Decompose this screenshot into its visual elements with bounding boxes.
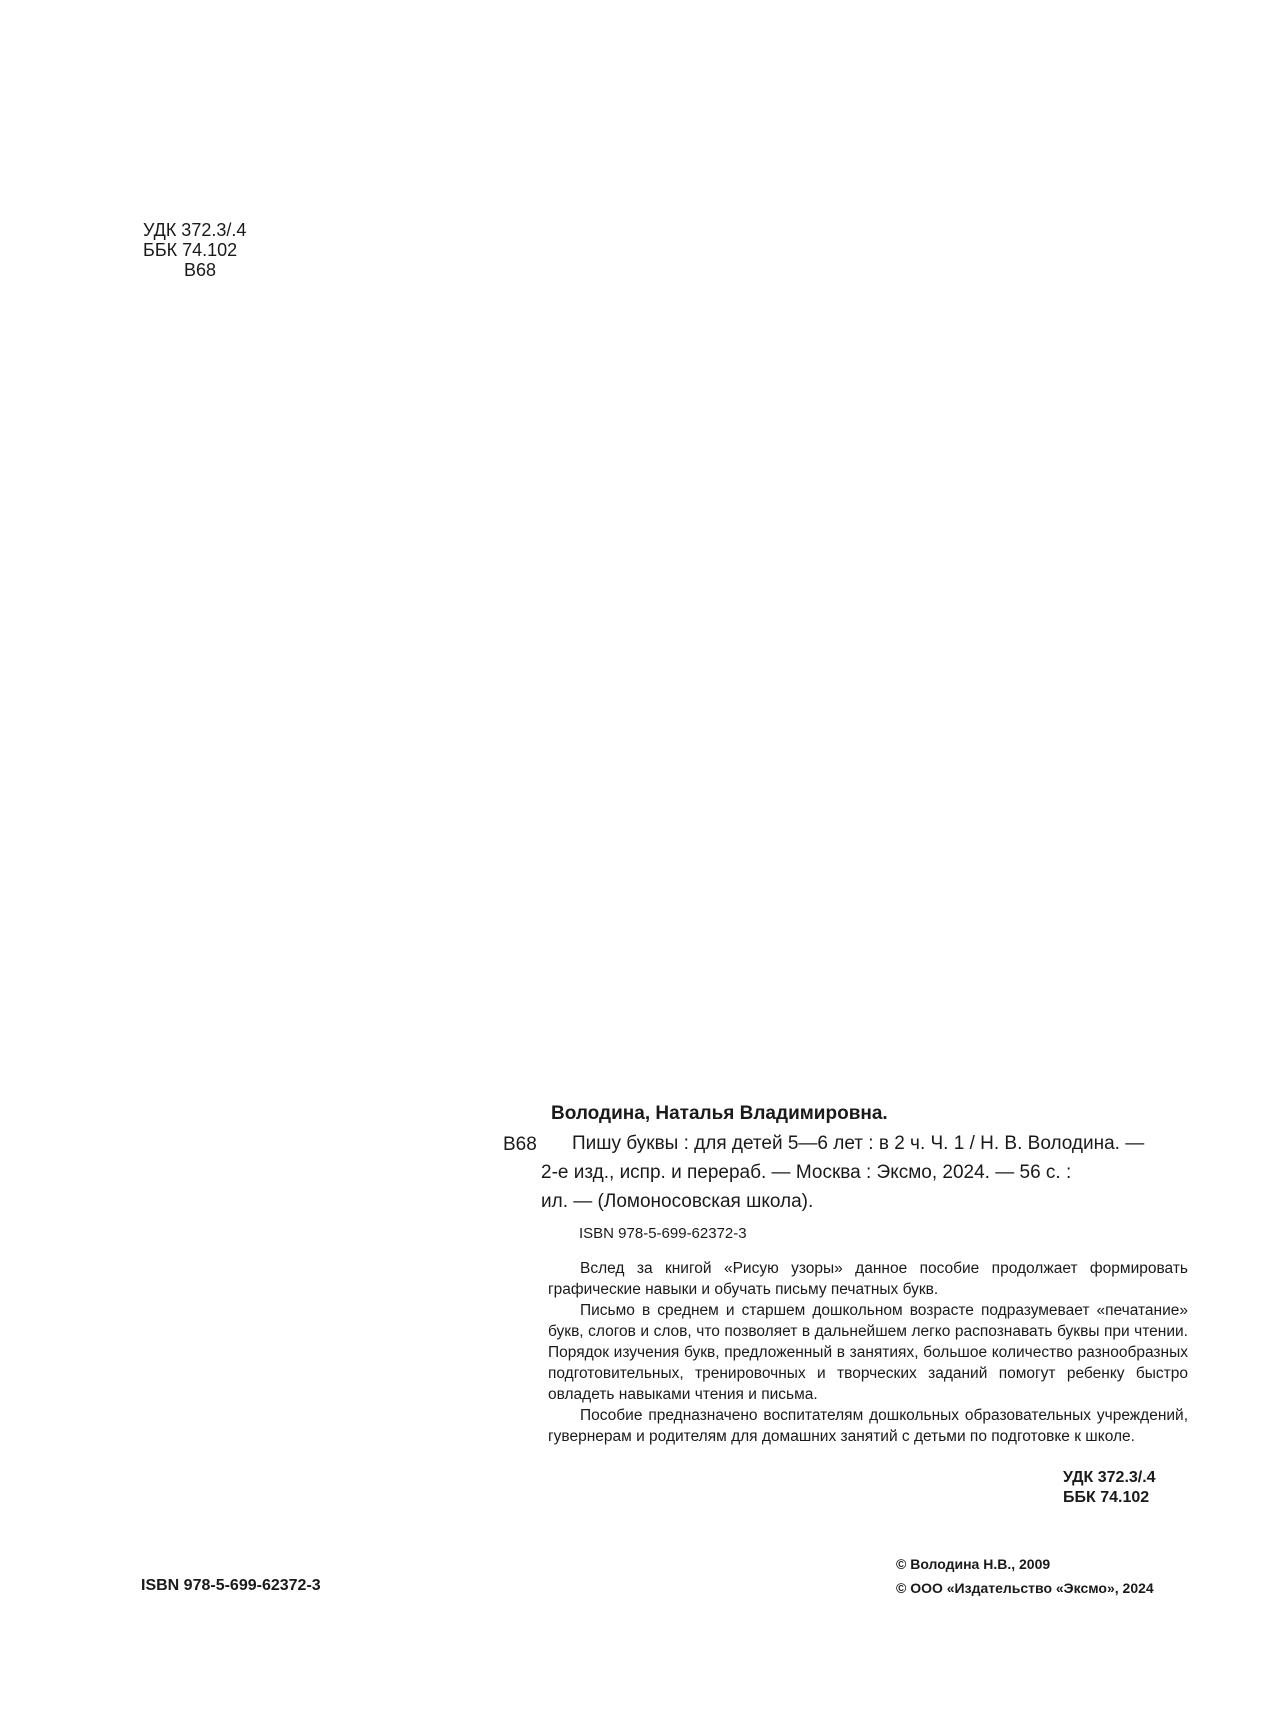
bib-line-1: Пишу буквы : для детей 5—6 лет : в 2 ч. Ч. 1 / Н. В. Володина. —	[572, 1133, 1145, 1154]
copyright-publisher: © ООО «Издательство «Эксмо», 2024	[896, 1580, 1154, 1596]
annotation	[548, 1258, 1188, 1447]
classification-block	[143, 220, 246, 280]
udk-code-bottom: УДК 372.3/.4	[1063, 1469, 1156, 1486]
annotation-paragraph: Письмо в среднем и старшем дошкольном возрасте подразумевает «печатание» букв, слогов и слов, что позволяет в дальнейшем легко распознавать буквы при чтении. Порядок изучения букв, предложенный в занятиях, большое количество разнообразных подготовительных, тренировочных и творческих заданий помогут ребенку быстро овладеть навыками чтения и письма.	[548, 1302, 1188, 1403]
annotation-paragraph: Вслед за книгой «Рисую узоры» данное пособие продолжает формировать графические навыки и обучать письму печатных букв.	[548, 1260, 1188, 1298]
bib-description-cont	[541, 1158, 1179, 1216]
annotation-paragraph: Пособие предназначено воспитателям дошкольных образовательных учреждений, гувернерам и родителям для домашних занятий с детьми по подготовке к школе.	[548, 1407, 1188, 1445]
bib-description	[556, 1129, 1180, 1158]
bbk-code-bottom: ББК 74.102	[1063, 1489, 1150, 1506]
classification-block-bottom	[1063, 1468, 1156, 1508]
isbn-footer: ISBN 978-5-699-62372-3	[141, 1577, 321, 1594]
copyright-block	[896, 1552, 1154, 1600]
bib-author-mark: В68	[503, 1134, 537, 1155]
bib-author: Володина, Наталья Владимировна.	[551, 1103, 888, 1124]
bib-line-2: 2-е изд., испр. и перераб. — Москва : Эксмо, 2024. — 56 с. :	[541, 1162, 1072, 1183]
bib-isbn: ISBN 978-5-699-62372-3	[579, 1225, 747, 1242]
bib-line-3: ил. — (Ломоносовская школа).	[541, 1191, 814, 1212]
bbk-code: ББК 74.102	[143, 240, 238, 260]
author-mark: В68	[184, 260, 217, 280]
copyright-author: © Володина Н.В., 2009	[896, 1556, 1051, 1572]
udk-code: УДК 372.3/.4	[143, 220, 247, 240]
